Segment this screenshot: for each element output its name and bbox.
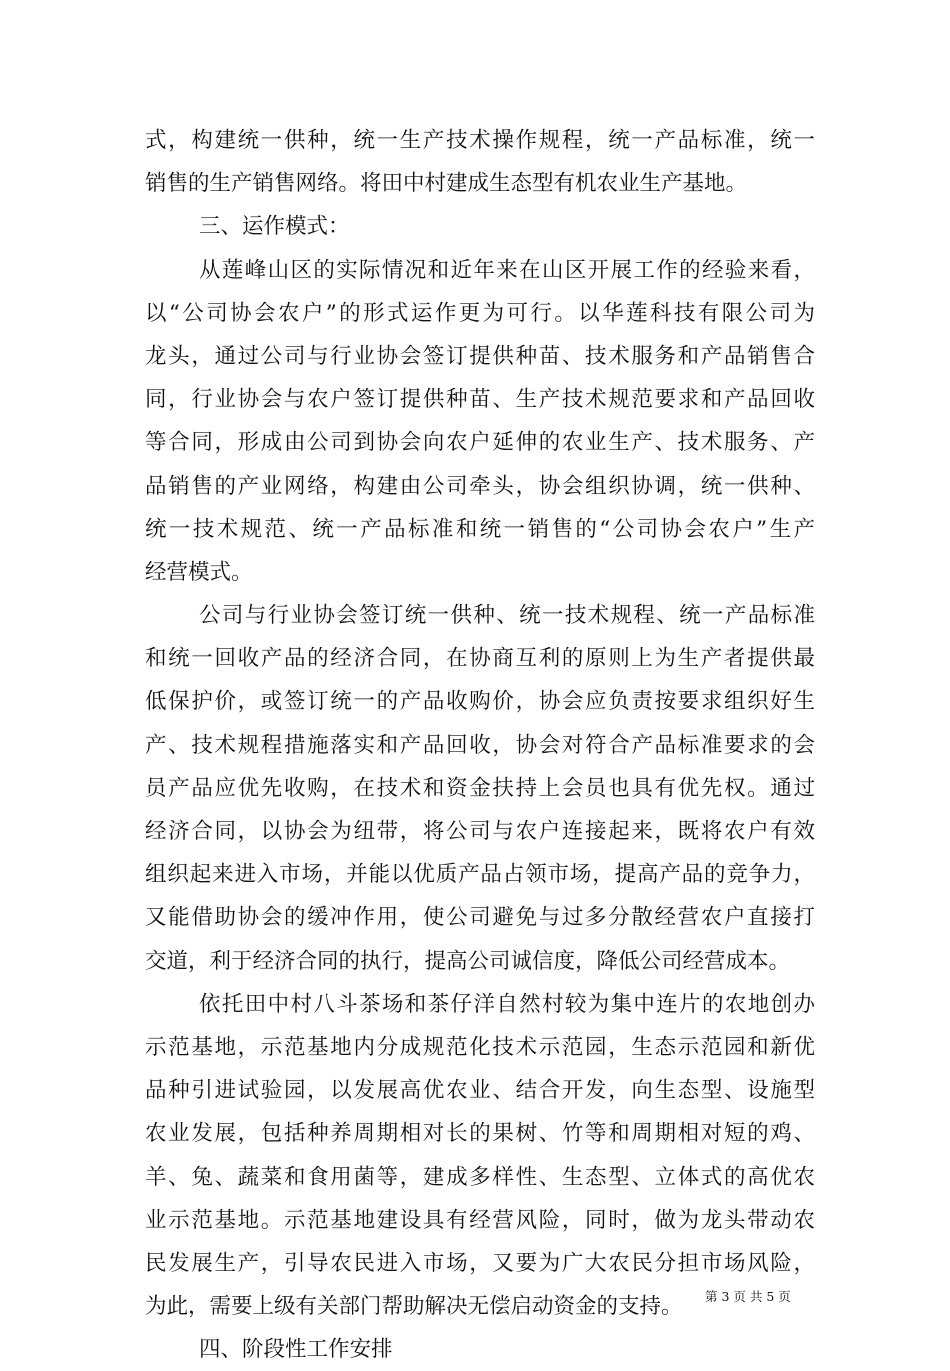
text-line: 又能借助协会的缓冲作用，使公司避免与过多分散经营农户直接打 — [145, 905, 815, 931]
text-line: 羊、兔、蔬菜和食用菌等，建成多样性、生态型、立体式的高优农 — [145, 1164, 815, 1190]
text-line: 民发展生产，引导农民进入市场，又要为广大农民分担市场风险， — [145, 1250, 815, 1276]
text-line: 品销售的产业网络，构建由公司牵头，协会组织协调，统一供种、 — [145, 473, 815, 499]
document-body — [145, 119, 815, 1371]
text-line: 产、技术规程措施落实和产品回收，协会对符合产品标准要求的会 — [145, 732, 815, 758]
text-line: 和统一回收产品的经济合同，在协商互利的原则上为生产者提供最 — [145, 646, 815, 672]
text-line: 为此，需要上级有关部门帮助解决无偿启动资金的支持。 — [145, 1294, 683, 1320]
text-line: 交道，利于经济合同的执行，提高公司诚信度，降低公司经营成本。 — [145, 948, 791, 974]
section-heading: 三、运作模式： — [199, 214, 350, 240]
text-line: 式，构建统一供种，统一生产技术操作规程，统一产品标准，统一 — [145, 128, 815, 153]
text-line: 统一技术规范、统一产品标准和统一销售的“公司协会农户”生产 — [145, 516, 815, 542]
text-line: 低保护价，或签订统一的产品收购价，协会应负责按要求组织好生 — [145, 689, 815, 715]
text-line: 示范基地，示范基地内分成规范化技术示范园，生态示范园和新优 — [145, 1034, 815, 1060]
paragraph-first-line: 依托田中村八斗茶场和茶仔洋自然村较为集中连片的农地创办 — [199, 991, 815, 1017]
text-line: 组织起来进入市场，并能以优质产品占领市场，提高产品的竞争力， — [145, 862, 815, 888]
text-line: 员产品应优先收购，在技术和资金扶持上会员也具有优先权。通过 — [145, 775, 815, 801]
text-line: 经营模式。 — [145, 559, 253, 585]
text-line: 品种引进试验园，以发展高优农业、结合开发，向生态型、设施型 — [145, 1078, 815, 1104]
text-line: 同，行业协会与农户签订提供种苗、生产技术规范要求和产品回收 — [145, 387, 815, 413]
text-line: 等合同，形成由公司到协会向农户延伸的农业生产、技术服务、产 — [145, 430, 815, 456]
text-line: 经济合同，以协会为纽带，将公司与农户连接起来，既将农户有效 — [145, 819, 815, 844]
page-number: 第 3 页 共 5 页 — [705, 1289, 791, 1304]
paragraph-first-line: 从莲峰山区的实际情况和近年来在山区开展工作的经验来看， — [199, 257, 815, 283]
text-line: 以“公司协会农户”的形式运作更为可行。以华莲科技有限公司为 — [145, 300, 815, 326]
text-line: 销售的生产销售网络。将田中村建成生态型有机农业生产基地。 — [145, 171, 748, 197]
paragraph-first-line: 公司与行业协会签订统一供种、统一技术规程、统一产品标准 — [199, 603, 815, 629]
text-line: 龙头，通过公司与行业协会签订提供种苗、技术服务和产品销售合 — [145, 343, 815, 369]
text-line: 业示范基地。示范基地建设具有经营风险，同时，做为龙头带动农 — [145, 1207, 815, 1233]
section-heading: 四、阶段性工作安排 — [199, 1337, 393, 1363]
text-line: 农业发展，包括种养周期相对长的果树、竹等和周期相对短的鸡、 — [145, 1121, 815, 1147]
